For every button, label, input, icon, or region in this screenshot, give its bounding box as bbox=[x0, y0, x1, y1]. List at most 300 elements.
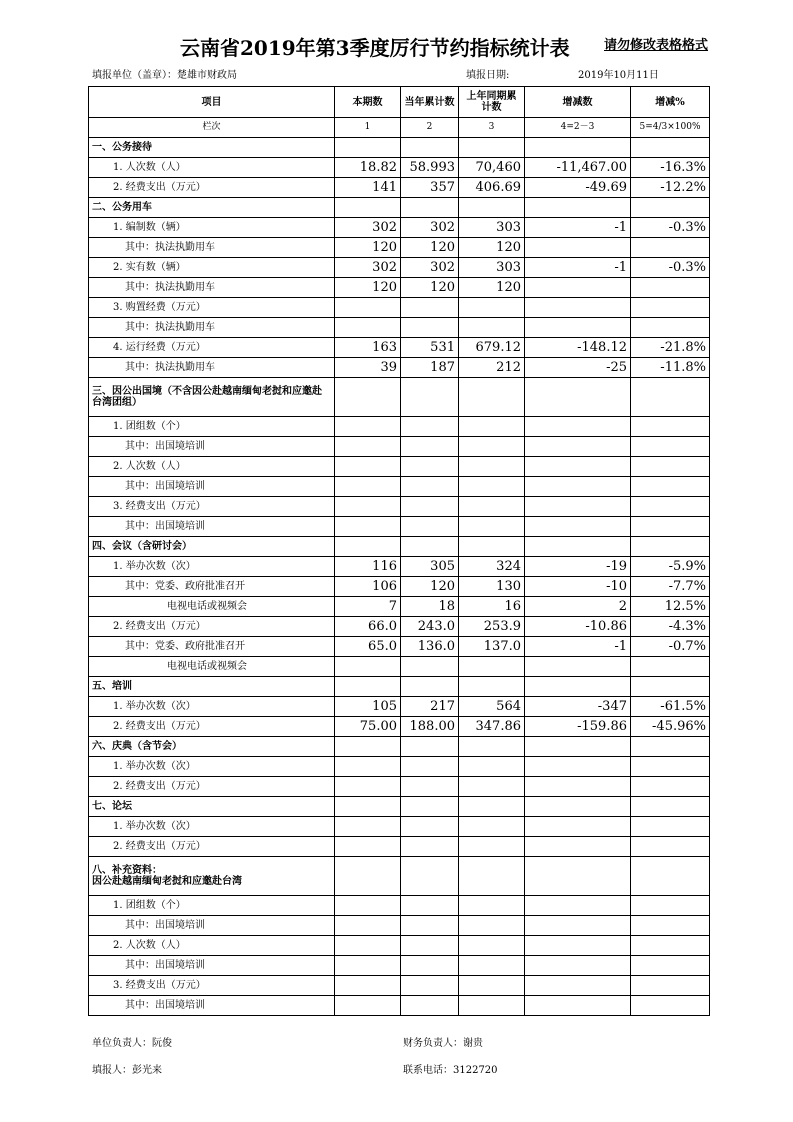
value-cell: 212 bbox=[459, 358, 525, 378]
value-cell bbox=[631, 517, 710, 537]
value-cell: -49.69 bbox=[525, 178, 631, 198]
value-cell: 347.86 bbox=[459, 717, 525, 737]
value-cell: 136.0 bbox=[401, 637, 459, 657]
value-cell bbox=[459, 916, 525, 936]
value-cell bbox=[335, 417, 401, 437]
value-cell bbox=[525, 437, 631, 457]
value-cell: -159.86 bbox=[525, 717, 631, 737]
value-cell bbox=[459, 378, 525, 417]
value-cell bbox=[335, 318, 401, 338]
row-label: 八、补充资料： 因公赴越南缅甸老挝和应邀赴台湾 bbox=[89, 857, 335, 896]
row-label: 1. 举办次数（次） bbox=[89, 817, 335, 837]
table-row bbox=[89, 857, 710, 896]
value-cell: 163 bbox=[335, 338, 401, 358]
value-cell bbox=[401, 737, 459, 757]
value-cell bbox=[631, 757, 710, 777]
table-row bbox=[89, 737, 710, 757]
table-row bbox=[89, 417, 710, 437]
value-cell bbox=[459, 437, 525, 457]
row-label: 1. 团组数（个） bbox=[89, 417, 335, 437]
reporting-unit: 填报单位（盖章）：楚雄市财政局 bbox=[92, 70, 237, 81]
value-cell bbox=[525, 457, 631, 477]
value-cell bbox=[525, 996, 631, 1016]
value-cell: 302 bbox=[401, 258, 459, 278]
value-cell bbox=[631, 996, 710, 1016]
value-cell: -0.3% bbox=[631, 218, 710, 238]
row-label: 其中：执法执勤用车 bbox=[89, 318, 335, 338]
table-row bbox=[89, 358, 710, 378]
table-row bbox=[89, 936, 710, 956]
table-row bbox=[89, 617, 710, 637]
value-cell bbox=[401, 936, 459, 956]
value-cell: 130 bbox=[459, 577, 525, 597]
table-row bbox=[89, 178, 710, 198]
value-cell bbox=[335, 857, 401, 896]
value-cell: -0.3% bbox=[631, 258, 710, 278]
table-row bbox=[89, 657, 710, 677]
value-cell bbox=[525, 537, 631, 557]
value-cell bbox=[401, 657, 459, 677]
value-cell: 58.993 bbox=[401, 158, 459, 178]
value-cell bbox=[525, 837, 631, 857]
value-cell bbox=[401, 777, 459, 797]
value-cell bbox=[401, 318, 459, 338]
row-label: 1. 举办次数（次） bbox=[89, 757, 335, 777]
table-row bbox=[89, 238, 710, 258]
row-label: 2. 经费支出（万元） bbox=[89, 777, 335, 797]
value-cell bbox=[631, 457, 710, 477]
value-cell bbox=[335, 298, 401, 318]
value-cell: -4.3% bbox=[631, 617, 710, 637]
value-cell bbox=[631, 677, 710, 697]
value-cell bbox=[631, 497, 710, 517]
table-row bbox=[89, 597, 710, 617]
value-cell bbox=[335, 497, 401, 517]
row-label: 电视电话或视频会 bbox=[89, 597, 335, 617]
value-cell bbox=[335, 657, 401, 677]
value-cell: 18 bbox=[401, 597, 459, 617]
value-cell bbox=[459, 996, 525, 1016]
value-cell bbox=[459, 497, 525, 517]
value-cell bbox=[401, 797, 459, 817]
value-cell bbox=[335, 138, 401, 158]
value-cell bbox=[459, 198, 525, 218]
value-cell bbox=[335, 437, 401, 457]
value-cell bbox=[525, 757, 631, 777]
value-cell bbox=[401, 916, 459, 936]
value-cell bbox=[401, 298, 459, 318]
value-cell bbox=[335, 457, 401, 477]
value-cell bbox=[335, 757, 401, 777]
value-cell: 302 bbox=[335, 258, 401, 278]
reporting-date-value: 2019年10月11日 bbox=[578, 70, 659, 81]
value-cell bbox=[631, 138, 710, 158]
row-label: 1. 编制数（辆） bbox=[89, 218, 335, 238]
value-cell: 324 bbox=[459, 557, 525, 577]
table-row bbox=[89, 138, 710, 158]
row-label: 2. 经费支出（万元） bbox=[89, 178, 335, 198]
subheader-cell: 4=2－3 bbox=[525, 118, 631, 138]
value-cell: -347 bbox=[525, 697, 631, 717]
value-cell: 253.9 bbox=[459, 617, 525, 637]
row-label: 2. 人次数（人） bbox=[89, 936, 335, 956]
value-cell bbox=[525, 138, 631, 158]
value-cell bbox=[459, 896, 525, 916]
value-cell: -0.7% bbox=[631, 637, 710, 657]
value-cell bbox=[459, 457, 525, 477]
row-label: 其中：执法执勤用车 bbox=[89, 358, 335, 378]
value-cell: 18.82 bbox=[335, 158, 401, 178]
table-row bbox=[89, 916, 710, 936]
value-cell: -5.9% bbox=[631, 557, 710, 577]
value-cell: -11.8% bbox=[631, 358, 710, 378]
table-row bbox=[89, 777, 710, 797]
value-cell: 303 bbox=[459, 258, 525, 278]
value-cell: 120 bbox=[459, 238, 525, 258]
value-cell bbox=[401, 956, 459, 976]
finance-head: 财务负责人：谢贵 bbox=[403, 1038, 483, 1049]
value-cell: 188.00 bbox=[401, 717, 459, 737]
value-cell bbox=[631, 976, 710, 996]
subheader-cell: 1 bbox=[335, 118, 401, 138]
table-row bbox=[89, 557, 710, 577]
value-cell bbox=[631, 777, 710, 797]
row-label: 2. 经费支出（万元） bbox=[89, 837, 335, 857]
value-cell bbox=[459, 737, 525, 757]
value-cell bbox=[459, 677, 525, 697]
row-label: 3. 经费支出（万元） bbox=[89, 497, 335, 517]
table-row bbox=[89, 378, 710, 417]
value-cell bbox=[631, 477, 710, 497]
table-row bbox=[89, 437, 710, 457]
value-cell bbox=[459, 417, 525, 437]
value-cell: -25 bbox=[525, 358, 631, 378]
row-label: 1. 举办次数（次） bbox=[89, 697, 335, 717]
table-row bbox=[89, 278, 710, 298]
row-label: 电视电话或视频会 bbox=[89, 657, 335, 677]
value-cell: 75.00 bbox=[335, 717, 401, 737]
value-cell bbox=[335, 677, 401, 697]
value-cell: 7 bbox=[335, 597, 401, 617]
value-cell bbox=[335, 936, 401, 956]
value-cell bbox=[631, 298, 710, 318]
value-cell: 120 bbox=[459, 278, 525, 298]
value-cell bbox=[459, 757, 525, 777]
value-cell: -1 bbox=[525, 258, 631, 278]
value-cell bbox=[401, 817, 459, 837]
table-row bbox=[89, 697, 710, 717]
value-cell bbox=[459, 936, 525, 956]
row-label: 其中：出国境培训 bbox=[89, 437, 335, 457]
table-row bbox=[89, 817, 710, 837]
value-cell: 2 bbox=[525, 597, 631, 617]
value-cell bbox=[525, 677, 631, 697]
value-cell: 564 bbox=[459, 697, 525, 717]
row-label: 2. 经费支出（万元） bbox=[89, 717, 335, 737]
table-row bbox=[89, 677, 710, 697]
value-cell bbox=[631, 417, 710, 437]
value-cell: 105 bbox=[335, 697, 401, 717]
value-cell: 39 bbox=[335, 358, 401, 378]
value-cell bbox=[335, 916, 401, 936]
value-cell bbox=[459, 138, 525, 158]
value-cell bbox=[401, 457, 459, 477]
table-row bbox=[89, 537, 710, 557]
value-cell: 12.5% bbox=[631, 597, 710, 617]
value-cell bbox=[335, 517, 401, 537]
unit-head: 单位负责人：阮俊 bbox=[92, 1038, 172, 1049]
row-label: 其中：党委、政府批准召开 bbox=[89, 637, 335, 657]
value-cell bbox=[335, 817, 401, 837]
value-cell bbox=[525, 477, 631, 497]
table-row bbox=[89, 318, 710, 338]
value-cell bbox=[525, 857, 631, 896]
row-label: 其中：出国境培训 bbox=[89, 916, 335, 936]
value-cell: 243.0 bbox=[401, 617, 459, 637]
value-cell bbox=[525, 817, 631, 837]
value-cell: 303 bbox=[459, 218, 525, 238]
value-cell bbox=[401, 976, 459, 996]
col-header-change-pct: 增减% bbox=[631, 87, 710, 118]
row-label: 1. 团组数（个） bbox=[89, 896, 335, 916]
value-cell bbox=[525, 497, 631, 517]
value-cell: 406.69 bbox=[459, 178, 525, 198]
value-cell bbox=[525, 318, 631, 338]
value-cell bbox=[525, 737, 631, 757]
subheader-cell: 5=4/3×100% bbox=[631, 118, 710, 138]
table-row bbox=[89, 258, 710, 278]
value-cell bbox=[631, 657, 710, 677]
value-cell: 141 bbox=[335, 178, 401, 198]
value-cell bbox=[335, 198, 401, 218]
value-cell bbox=[631, 238, 710, 258]
value-cell bbox=[335, 797, 401, 817]
table-row bbox=[89, 298, 710, 318]
subheader-cell: 3 bbox=[459, 118, 525, 138]
table-row bbox=[89, 637, 710, 657]
table-row bbox=[89, 837, 710, 857]
value-cell bbox=[401, 996, 459, 1016]
table-row bbox=[89, 797, 710, 817]
table-row bbox=[89, 497, 710, 517]
value-cell bbox=[631, 437, 710, 457]
value-cell: 679.12 bbox=[459, 338, 525, 358]
value-cell: 70,460 bbox=[459, 158, 525, 178]
value-cell bbox=[631, 956, 710, 976]
value-cell bbox=[631, 537, 710, 557]
value-cell bbox=[631, 837, 710, 857]
value-cell bbox=[401, 477, 459, 497]
col-header-last-year-ytd: 上年同期累计数 bbox=[459, 87, 525, 118]
col-header-item: 项目 bbox=[89, 87, 335, 118]
value-cell bbox=[401, 138, 459, 158]
value-cell bbox=[631, 857, 710, 896]
value-cell bbox=[459, 477, 525, 497]
row-label: 其中：出国境培训 bbox=[89, 477, 335, 497]
row-label: 2. 经费支出（万元） bbox=[89, 617, 335, 637]
value-cell bbox=[459, 976, 525, 996]
statistics-table bbox=[88, 86, 710, 1016]
value-cell bbox=[631, 896, 710, 916]
value-cell bbox=[525, 896, 631, 916]
value-cell: 302 bbox=[335, 218, 401, 238]
value-cell bbox=[525, 657, 631, 677]
value-cell bbox=[335, 777, 401, 797]
row-label: 3. 经费支出（万元） bbox=[89, 976, 335, 996]
table-row bbox=[89, 517, 710, 537]
row-label: 七、论坛 bbox=[89, 797, 335, 817]
value-cell bbox=[459, 956, 525, 976]
value-cell: -7.7% bbox=[631, 577, 710, 597]
value-cell: -1 bbox=[525, 218, 631, 238]
row-label: 四、会议（含研讨会） bbox=[89, 537, 335, 557]
value-cell bbox=[335, 477, 401, 497]
value-cell bbox=[525, 777, 631, 797]
value-cell bbox=[525, 278, 631, 298]
value-cell bbox=[459, 298, 525, 318]
row-label: 其中：出国境培训 bbox=[89, 956, 335, 976]
subheader-cell: 2 bbox=[401, 118, 459, 138]
table-header-row bbox=[89, 87, 710, 118]
value-cell: 217 bbox=[401, 697, 459, 717]
value-cell bbox=[525, 936, 631, 956]
value-cell bbox=[335, 737, 401, 757]
value-cell bbox=[335, 976, 401, 996]
row-label: 五、培训 bbox=[89, 677, 335, 697]
value-cell bbox=[631, 916, 710, 936]
table-row bbox=[89, 577, 710, 597]
value-cell bbox=[401, 837, 459, 857]
value-cell: 16 bbox=[459, 597, 525, 617]
table-row bbox=[89, 757, 710, 777]
table-row bbox=[89, 976, 710, 996]
value-cell: -11,467.00 bbox=[525, 158, 631, 178]
value-cell bbox=[631, 817, 710, 837]
value-cell bbox=[631, 797, 710, 817]
value-cell: 66.0 bbox=[335, 617, 401, 637]
row-label: 其中：出国境培训 bbox=[89, 996, 335, 1016]
value-cell: -148.12 bbox=[525, 338, 631, 358]
value-cell: -19 bbox=[525, 557, 631, 577]
row-label: 三、因公出国境（不含因公赴越南缅甸老挝和应邀赴台湾团组） bbox=[89, 378, 335, 417]
value-cell bbox=[401, 537, 459, 557]
value-cell bbox=[525, 916, 631, 936]
value-cell bbox=[459, 777, 525, 797]
value-cell bbox=[335, 996, 401, 1016]
table-row bbox=[89, 158, 710, 178]
value-cell: -10.86 bbox=[525, 617, 631, 637]
value-cell bbox=[401, 677, 459, 697]
value-cell bbox=[631, 737, 710, 757]
value-cell: -1 bbox=[525, 637, 631, 657]
value-cell bbox=[631, 278, 710, 298]
filler: 填报人：彭光来 bbox=[92, 1065, 162, 1076]
value-cell bbox=[525, 417, 631, 437]
value-cell bbox=[459, 517, 525, 537]
subheader-cell: 栏次 bbox=[89, 118, 335, 138]
table-row bbox=[89, 338, 710, 358]
table-row bbox=[89, 896, 710, 916]
table-subheader-row bbox=[89, 118, 710, 138]
value-cell bbox=[525, 976, 631, 996]
value-cell bbox=[335, 837, 401, 857]
value-cell: -16.3% bbox=[631, 158, 710, 178]
value-cell: -12.2% bbox=[631, 178, 710, 198]
value-cell bbox=[459, 837, 525, 857]
row-label: 3. 购置经费（万元） bbox=[89, 298, 335, 318]
value-cell: -21.8% bbox=[631, 338, 710, 358]
value-cell bbox=[459, 657, 525, 677]
table-row bbox=[89, 198, 710, 218]
col-header-ytd: 当年累计数 bbox=[401, 87, 459, 118]
table-row bbox=[89, 477, 710, 497]
value-cell: -61.5% bbox=[631, 697, 710, 717]
table-row bbox=[89, 457, 710, 477]
value-cell bbox=[631, 378, 710, 417]
value-cell: 357 bbox=[401, 178, 459, 198]
col-header-current: 本期数 bbox=[335, 87, 401, 118]
value-cell bbox=[401, 517, 459, 537]
value-cell bbox=[525, 238, 631, 258]
value-cell bbox=[525, 298, 631, 318]
table-row bbox=[89, 956, 710, 976]
value-cell bbox=[335, 378, 401, 417]
value-cell bbox=[525, 198, 631, 218]
value-cell bbox=[401, 437, 459, 457]
value-cell: -10 bbox=[525, 577, 631, 597]
value-cell bbox=[401, 857, 459, 896]
value-cell bbox=[525, 378, 631, 417]
value-cell bbox=[401, 757, 459, 777]
value-cell: 106 bbox=[335, 577, 401, 597]
col-header-change: 增减数 bbox=[525, 87, 631, 118]
value-cell: 120 bbox=[335, 238, 401, 258]
row-label: 1. 举办次数（次） bbox=[89, 557, 335, 577]
value-cell bbox=[525, 797, 631, 817]
value-cell bbox=[459, 318, 525, 338]
row-label: 2. 实有数（辆） bbox=[89, 258, 335, 278]
table-row bbox=[89, 717, 710, 737]
value-cell bbox=[631, 936, 710, 956]
value-cell bbox=[525, 517, 631, 537]
value-cell bbox=[525, 956, 631, 976]
row-label: 六、庆典（含节会） bbox=[89, 737, 335, 757]
value-cell: 302 bbox=[401, 218, 459, 238]
reporting-date-label: 填报日期: bbox=[466, 70, 510, 81]
row-label: 其中：执法执勤用车 bbox=[89, 238, 335, 258]
row-label: 二、公务用车 bbox=[89, 198, 335, 218]
table-row bbox=[89, 218, 710, 238]
value-cell: 65.0 bbox=[335, 637, 401, 657]
contact-phone: 联系电话：3122720 bbox=[403, 1065, 498, 1076]
page-title: 云南省2019年第3季度厉行节约指标统计表 bbox=[180, 36, 570, 60]
row-label: 其中：党委、政府批准召开 bbox=[89, 577, 335, 597]
value-cell: 531 bbox=[401, 338, 459, 358]
value-cell bbox=[401, 896, 459, 916]
value-cell bbox=[335, 956, 401, 976]
value-cell: 116 bbox=[335, 557, 401, 577]
row-label: 一、公务接待 bbox=[89, 138, 335, 158]
value-cell: -45.96% bbox=[631, 717, 710, 737]
value-cell bbox=[631, 318, 710, 338]
value-cell bbox=[459, 797, 525, 817]
value-cell bbox=[459, 537, 525, 557]
value-cell bbox=[401, 497, 459, 517]
value-cell: 137.0 bbox=[459, 637, 525, 657]
format-warning-note: 请勿修改表格格式 bbox=[604, 38, 709, 53]
value-cell: 120 bbox=[401, 577, 459, 597]
value-cell bbox=[459, 817, 525, 837]
